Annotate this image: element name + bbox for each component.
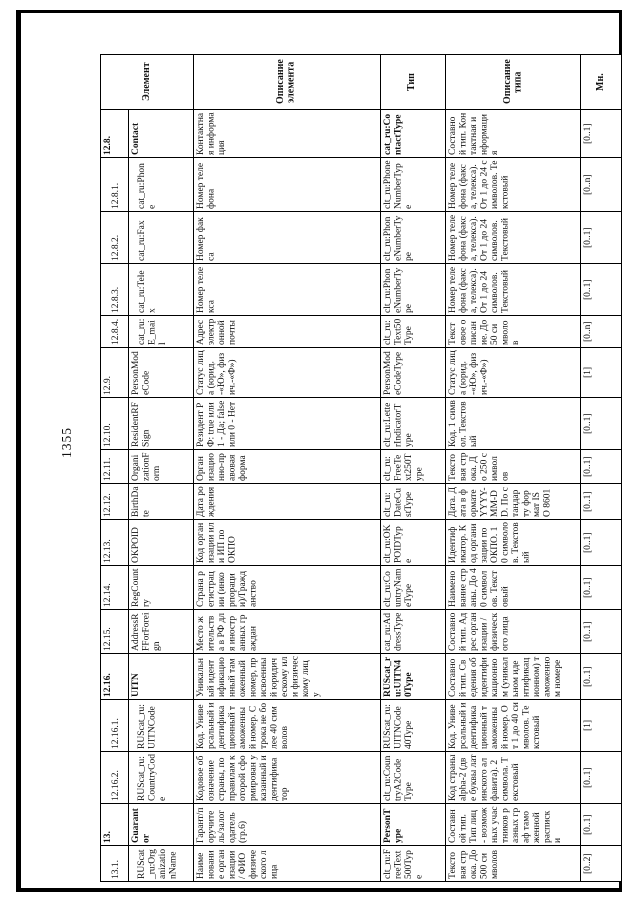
multiplicity: [0..1] (583, 491, 594, 512)
element-desc: Наименование организации / ФИО физического лица (196, 849, 280, 879)
type-cell (380, 804, 445, 846)
element-desc: Место жительства в РФ для иностранных граждан (196, 612, 259, 651)
multiplicity-cell (581, 566, 622, 610)
row-number: 12.16. (103, 673, 113, 697)
element-name: OrganizationForm (131, 452, 163, 481)
element-desc: Кодовое обозначение страны, по правилам которой сформирован указанный идентификатор (196, 755, 291, 801)
element-desc-cell (194, 610, 381, 654)
type-desc: Номер телефона (факса, телекса). От 1 до 24 символов. Текстовый (447, 214, 511, 261)
type-desc: Текстовое описание. До 50 символов (447, 319, 521, 345)
type-desc-cell (445, 110, 581, 158)
type-name: clt_ru:CountryA2CodeType (382, 755, 414, 801)
type-desc-cell (445, 484, 581, 520)
element-name: OKPOID (131, 527, 142, 563)
row-number: 12.8.3. (111, 286, 121, 313)
element-name-cell (129, 520, 194, 566)
multiplicity: [0..1] (583, 279, 594, 300)
element-name: Guarantor (131, 808, 152, 843)
type-desc: Дата. Дата в формате YYYY-MM-DD. По стандарту формат ISO 8601 (447, 486, 553, 517)
element-name-cell (129, 484, 194, 520)
type-desc: Составной тип. Адрес организации / физического лица (447, 612, 511, 651)
header-element-desc-cell (194, 55, 381, 110)
multiplicity: [0..1] (583, 123, 594, 144)
multiplicity-cell (581, 316, 622, 348)
table-row (101, 804, 622, 846)
row-number-cell (101, 348, 129, 398)
element-name: RegCountry (131, 568, 152, 607)
multiplicity: [0..n] (583, 321, 594, 342)
element-name-cell (129, 700, 194, 752)
element-desc: Код. Универсальный идентификационный таможенный номер. Строка не более 40 символов (196, 702, 291, 749)
table-row (101, 700, 622, 752)
element-name: UITN (131, 673, 142, 697)
element-desc-cell (194, 212, 381, 264)
row-number-cell (101, 846, 129, 882)
multiplicity: [0..1] (583, 666, 594, 687)
type-desc-cell (445, 804, 581, 846)
type-cell (380, 316, 445, 348)
element-desc-cell (194, 700, 381, 752)
row-number-cell (101, 398, 129, 450)
row-number-cell (101, 566, 129, 610)
element-desc: Код организации или ИП по ОКПО (196, 522, 238, 563)
row-number: 12.12. (103, 493, 113, 517)
element-name: BirthDate (131, 486, 152, 517)
multiplicity: [0..1] (583, 413, 594, 434)
multiplicity: [0..1] (583, 456, 594, 477)
type-cell (380, 264, 445, 316)
multiplicity-cell (581, 348, 622, 398)
header-mult-label: Мн. (594, 73, 606, 91)
table-row (101, 264, 622, 316)
type-name: cat_ru:AddressType (382, 612, 404, 651)
type-desc: Идентификатор. Код организации по ОКПО. 10 символов. Текстовый (447, 522, 532, 563)
multiplicity-cell (581, 654, 622, 700)
row-number-cell (101, 804, 129, 846)
table-row (101, 520, 622, 566)
type-desc-cell (445, 752, 581, 804)
type-desc-cell (445, 846, 581, 882)
type-desc: Номер телефона (факса, телекса). От 1 до 24 символов. Текстовый (447, 266, 511, 313)
table-row (101, 566, 622, 610)
element-desc: Уникальный идентификационный таможенный номер, присвоенный юридическому или физическому лицу (196, 656, 322, 697)
type-name: clt_ru:Text50Type (382, 318, 414, 345)
table-row (101, 316, 622, 348)
type-desc: Текстовая строка. До 500 символов (447, 849, 500, 879)
row-number-cell (101, 158, 129, 212)
type-cell (380, 212, 445, 264)
type-cell (380, 484, 445, 520)
row-number-cell (101, 654, 129, 700)
element-desc-cell (194, 484, 381, 520)
multiplicity-cell (581, 610, 622, 654)
type-desc-cell (445, 700, 581, 752)
table-row (101, 398, 622, 450)
table-row (101, 846, 622, 882)
row-number: 12.13. (103, 539, 113, 563)
multiplicity-cell (581, 212, 622, 264)
type-cell (380, 700, 445, 752)
row-number: 12.16.2. (111, 770, 121, 801)
type-desc-cell (445, 158, 581, 212)
type-desc: Составной тип. Сведения об идентификационном (уникальном идентификационном) таможенном номере (447, 656, 563, 697)
element-name-cell (129, 752, 194, 804)
row-number-cell (101, 520, 129, 566)
element-name-cell (129, 804, 194, 846)
element-desc-cell (194, 398, 381, 450)
table-row (101, 212, 622, 264)
type-cell (380, 610, 445, 654)
table-row (101, 654, 622, 700)
row-number-cell (101, 212, 129, 264)
type-name: clt_ru:CountryNameType (382, 568, 414, 607)
type-desc: Код. 1 символ. Текстовый (447, 400, 479, 447)
element-name: Contact (131, 122, 142, 155)
element-name: cat_ru:Fax (137, 220, 148, 261)
type-cell (380, 846, 445, 882)
type-desc-cell (445, 450, 581, 484)
table-row (101, 752, 622, 804)
row-number-cell (101, 450, 129, 484)
type-desc-cell (445, 264, 581, 316)
row-number-cell (101, 264, 129, 316)
multiplicity-cell (581, 846, 622, 882)
type-desc: Текстовая строка. До 250 символов (447, 452, 511, 481)
row-number: 12.14. (103, 583, 113, 607)
table-row (101, 450, 622, 484)
element-name-cell (129, 566, 194, 610)
element-desc: Номер телефона (196, 162, 217, 209)
multiplicity: [0..1] (583, 814, 594, 835)
type-desc-cell (445, 316, 581, 348)
element-name-cell (129, 654, 194, 700)
element-name-cell (129, 212, 194, 264)
type-name: clt_ru:FreeText500Type (382, 848, 425, 879)
multiplicity: [0..1] (583, 767, 594, 788)
row-number-cell (101, 484, 129, 520)
row-number-cell (101, 110, 129, 158)
header-element-cell (101, 55, 194, 110)
multiplicity: [1] (583, 366, 594, 379)
type-name: clt_ru:PhoneNumberType (382, 215, 414, 261)
element-name: RUScat_ru:CountryCode (137, 754, 169, 801)
header-element-desc-label: Описание элемента (275, 59, 297, 105)
row-number: 12.11. (103, 457, 113, 481)
element-name: cat_ru:Phone (137, 163, 158, 209)
multiplicity-cell (581, 484, 622, 520)
type-desc: Статус лица (юрид.-«Ю», физич.-«Ф») (447, 350, 490, 395)
element-desc: Организационно-правовая форма (196, 453, 249, 481)
table-body (101, 110, 622, 882)
type-desc: Составной тип. Тип лиц - возможных участников разных граф таможенной расписки (447, 806, 563, 843)
type-cell (380, 110, 445, 158)
type-cell (380, 450, 445, 484)
type-desc-cell (445, 566, 581, 610)
element-name-cell (129, 158, 194, 212)
type-desc-cell (445, 348, 581, 398)
row-number: 13.1. (111, 860, 121, 879)
element-desc-cell (194, 654, 381, 700)
type-name: RUScat_ru:UITN40Type (382, 656, 414, 697)
table-row (101, 484, 622, 520)
element-desc: Гарант/поручитель/залогодатель (гр.6) (196, 807, 249, 843)
element-desc: Адрес электронной почты (196, 318, 238, 345)
page-number: 1355 (59, 427, 74, 458)
row-number: 12.8.2. (111, 234, 121, 261)
table-row (101, 110, 622, 158)
type-desc-cell (445, 520, 581, 566)
row-number: 12.16.1. (111, 718, 121, 749)
row-number-cell (101, 610, 129, 654)
multiplicity: [0..2] (583, 853, 594, 874)
type-desc: Наименование страны. До 40 символов. Текстовый (447, 568, 511, 607)
type-cell (380, 520, 445, 566)
type-desc: Номер телефона (факса, телекса). От 1 до 24 символов. Текстовый (447, 160, 511, 209)
header-type-label: Тип (406, 73, 418, 91)
type-desc: Код. Универсальный идентификационный таможенный номер. От 1 до 40 символов. Текстовый (447, 702, 542, 749)
multiplicity-cell (581, 700, 622, 752)
multiplicity-cell (581, 264, 622, 316)
element-desc-cell (194, 846, 381, 882)
multiplicity: [0..1] (583, 532, 594, 553)
type-desc: Составной тип. Контактная информация (447, 112, 500, 155)
type-cell (380, 158, 445, 212)
row-number: 12.9. (103, 376, 113, 395)
element-name-cell (129, 846, 194, 882)
element-name: PersonModeCode (131, 351, 152, 395)
type-cell (380, 566, 445, 610)
header-type-desc-label: Описание типа (501, 59, 523, 105)
multiplicity: [0..1] (583, 577, 594, 598)
type-desc-cell (445, 654, 581, 700)
element-name: ResidentRFSign (131, 402, 152, 447)
multiplicity-cell (581, 110, 622, 158)
element-desc: Номер телекса (196, 266, 217, 313)
table-row (101, 158, 622, 212)
header-type-desc-cell (445, 55, 581, 110)
table-row (101, 348, 622, 398)
multiplicity: [0..1] (583, 621, 594, 642)
type-cell (380, 752, 445, 804)
element-desc-cell (194, 752, 381, 804)
type-cell (380, 398, 445, 450)
multiplicity-cell (581, 158, 622, 212)
element-desc: Статус лица (юрид.-«Ю», физич.-«Ф») (196, 350, 238, 395)
type-name: clt_ru:FreeText250Type (382, 453, 425, 481)
element-desc-cell (194, 566, 381, 610)
multiplicity-cell (581, 804, 622, 846)
element-name-cell (129, 110, 194, 158)
row-number: 12.10. (103, 423, 113, 447)
element-name: AddressRFForForeign (131, 612, 163, 651)
element-desc: Контактная информация (196, 112, 228, 155)
element-name: RUScat_ru:UITNCode (137, 704, 158, 749)
type-name: PersonType (382, 808, 404, 843)
type-name: PersonModeCodeType (382, 351, 404, 395)
table-row (101, 610, 622, 654)
element-desc-cell (194, 450, 381, 484)
element-desc: Резидент РФ: true или 1 - Да; false или 0 - Нет (196, 400, 238, 447)
element-desc-cell (194, 520, 381, 566)
type-cell (380, 348, 445, 398)
type-desc-cell (445, 212, 581, 264)
type-name: clt_ru:PhoneNumberType (382, 267, 414, 313)
row-number-cell (101, 752, 129, 804)
element-desc-cell (194, 316, 381, 348)
element-desc-cell (194, 110, 381, 158)
element-desc: Дата рождения (196, 486, 217, 517)
multiplicity-cell (581, 520, 622, 566)
element-name-cell (129, 316, 194, 348)
type-desc: Код страны alpha-2 (две буквы латинского алфавита). 2 символа. Текстовый (447, 754, 521, 801)
type-desc-cell (445, 398, 581, 450)
element-desc-cell (194, 348, 381, 398)
element-name-cell (129, 264, 194, 316)
row-number: 12.8.1. (111, 182, 121, 209)
schema-table (100, 54, 622, 882)
type-name: clt_ru:OKPOIDType (382, 524, 414, 563)
header-element-label: Элемент (140, 62, 152, 102)
row-number-cell (101, 700, 129, 752)
element-name: cat_ru:E_mail (137, 318, 169, 345)
element-desc: Страна регистрации (инкорпорации)/Гражданство (196, 570, 259, 607)
element-desc-cell (194, 158, 381, 212)
multiplicity: [0..1] (583, 227, 594, 248)
type-name: cat_ru:ContactType (382, 113, 404, 155)
row-number: 12.8.4. (111, 318, 121, 345)
multiplicity-cell (581, 752, 622, 804)
element-name: cat_ru:Telex (137, 270, 158, 313)
row-number-cell (101, 316, 129, 348)
type-cell (380, 654, 445, 700)
multiplicity-cell (581, 398, 622, 450)
element-name-cell (129, 398, 194, 450)
type-name: clt_ru:LetterIndicatorType (382, 402, 414, 447)
type-name: clt_ru:PhoneNumberType (382, 160, 414, 209)
element-name-cell (129, 610, 194, 654)
multiplicity: [0..n] (583, 174, 594, 195)
row-number: 13. (103, 831, 113, 843)
type-name: clt_ru:DateCustType (382, 487, 414, 517)
element-desc: Номер факса (196, 217, 217, 261)
element-name-cell (129, 450, 194, 484)
multiplicity-cell (581, 450, 622, 484)
element-name-cell (129, 348, 194, 398)
row-number: 12.15. (103, 627, 113, 651)
element-desc-cell (194, 264, 381, 316)
row-number: 12.8. (103, 136, 113, 155)
type-desc-cell (445, 610, 581, 654)
element-name: RUScat_ru:OrganizationName (137, 848, 179, 879)
element-desc-cell (194, 804, 381, 846)
table-header-row (101, 55, 622, 110)
multiplicity: [1] (583, 719, 594, 732)
header-mult-cell (581, 55, 622, 110)
header-type-cell (380, 55, 445, 110)
type-name: RUScat_ru:UITNCode40Type (382, 704, 414, 749)
